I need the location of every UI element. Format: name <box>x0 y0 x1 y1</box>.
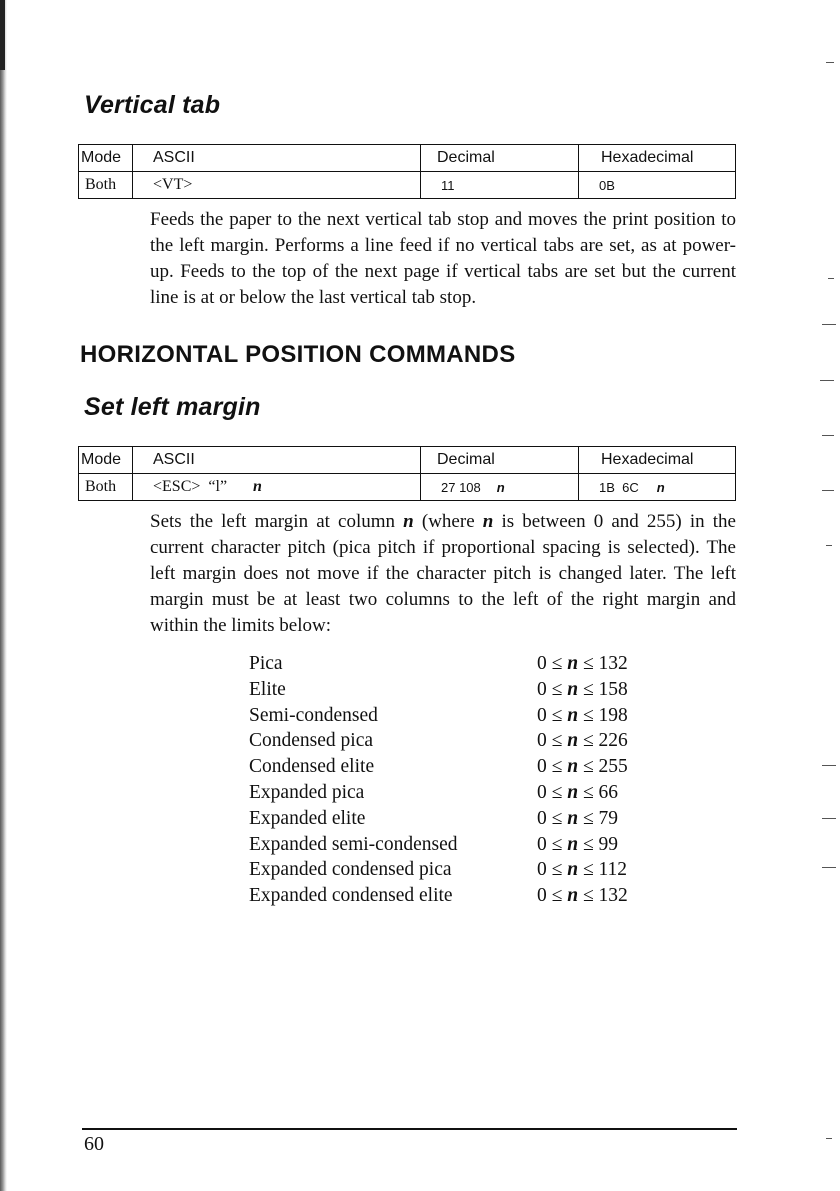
list-item <box>249 857 669 883</box>
list-item <box>249 832 669 858</box>
range-max: 66 <box>598 781 619 803</box>
range-lower: 0 ≤ <box>537 859 568 881</box>
param-n: n <box>567 807 579 829</box>
param-n: n <box>656 479 665 495</box>
header-mode: Mode <box>79 145 133 172</box>
scan-edge-mark <box>0 0 5 70</box>
param-n: n <box>496 479 505 495</box>
range-lower: 0 ≤ <box>537 756 568 778</box>
range-le: ≤ <box>578 807 599 829</box>
cell-ascii <box>133 474 421 501</box>
range-max: 79 <box>598 807 619 829</box>
pitch-name: Condensed pica <box>249 730 374 752</box>
header-mode: Mode <box>79 447 133 474</box>
param-n: n <box>567 678 579 700</box>
set-left-margin-command-table <box>78 446 736 501</box>
header-hexadecimal: Hexadecimal <box>579 145 736 172</box>
table-row <box>79 172 736 199</box>
param-n: n <box>567 859 579 881</box>
pitch-name: Expanded pica <box>249 781 365 803</box>
range-lower: 0 ≤ <box>537 807 568 829</box>
header-decimal: Decimal <box>421 447 579 474</box>
cell-decimal <box>421 474 579 501</box>
range-le: ≤ <box>578 859 599 881</box>
pitch-name: Expanded condensed elite <box>249 885 453 907</box>
left-margin-limits-list <box>249 651 669 909</box>
param-n: n <box>253 478 262 495</box>
param-n: n <box>567 885 579 907</box>
column-range <box>537 780 618 806</box>
set-left-margin-description <box>150 509 736 639</box>
column-range <box>537 832 618 858</box>
range-le: ≤ <box>578 756 599 778</box>
cell-mode: Both <box>79 172 133 199</box>
range-lower: 0 ≤ <box>537 678 568 700</box>
column-range <box>537 883 628 909</box>
right-margin-marks <box>812 0 840 1191</box>
vertical-tab-heading: Vertical tab <box>84 91 221 119</box>
pitch-name: Semi-condensed <box>249 704 378 726</box>
cell-decimal: 11 <box>421 172 579 199</box>
cell-hexadecimal <box>579 474 736 501</box>
range-lower: 0 ≤ <box>537 730 568 752</box>
header-hexadecimal: Hexadecimal <box>579 447 736 474</box>
table-row <box>79 474 736 501</box>
header-decimal: Decimal <box>421 145 579 172</box>
range-lower: 0 ≤ <box>537 781 568 803</box>
table-header-row <box>79 145 736 172</box>
decimal-sequence: 27 108 <box>441 479 481 495</box>
page-number: 60 <box>84 1133 104 1155</box>
list-item <box>249 651 669 677</box>
list-item <box>249 677 669 703</box>
ascii-sequence: <ESC> “l” <box>153 478 228 495</box>
range-lower: 0 ≤ <box>537 833 568 855</box>
text-run: is between 0 and 255) in the current character pitch (pica pitch if proportional spacing is selected). The left margin does not move if the character pitch is changed later. The left margin must be at least two columns to the left of the right margin and within the limits below: <box>150 511 736 636</box>
column-range <box>537 806 618 832</box>
param-n: n <box>567 653 579 674</box>
range-le: ≤ <box>578 653 599 674</box>
column-range <box>537 728 628 754</box>
param-n: n <box>567 756 579 778</box>
header-ascii: ASCII <box>133 447 421 474</box>
hex-sequence: 1B 6C <box>599 479 639 495</box>
range-le: ≤ <box>578 833 599 855</box>
range-max: 99 <box>598 833 619 855</box>
text-run: Sets the left margin at column <box>150 511 404 532</box>
range-max: 132 <box>598 653 628 674</box>
param-n: n <box>567 730 579 752</box>
column-range <box>537 703 628 729</box>
list-item <box>249 703 669 729</box>
list-item <box>249 754 669 780</box>
pitch-name: Expanded elite <box>249 807 366 829</box>
table-header-row <box>79 447 736 474</box>
vertical-tab-description: Feeds the paper to the next vertical tab stop and moves the print position to the left margin. Performs a line feed if no vertical tabs are set, as at power-up. Feeds to the top of the next page if vertical tabs are set but the current line is at or below the last vertical tab stop. <box>150 209 736 308</box>
set-left-margin-heading: Set left margin <box>84 393 261 421</box>
param-n: n <box>567 781 579 803</box>
pitch-name: Pica <box>249 653 283 674</box>
param-n: n <box>567 704 579 726</box>
text-run: (where <box>413 511 483 532</box>
pitch-name: Condensed elite <box>249 756 375 778</box>
column-range <box>537 857 627 883</box>
range-le: ≤ <box>578 730 599 752</box>
param-n: n <box>482 511 494 532</box>
range-max: 112 <box>598 859 628 881</box>
pitch-name: Expanded condensed pica <box>249 859 452 881</box>
horizontal-position-commands-heading: HORIZONTAL POSITION COMMANDS <box>80 341 516 368</box>
range-lower: 0 ≤ <box>537 704 568 726</box>
footer-rule <box>82 1128 737 1130</box>
list-item <box>249 728 669 754</box>
column-range <box>537 677 628 703</box>
range-max: 255 <box>598 756 628 778</box>
vertical-tab-command-table <box>78 144 736 199</box>
column-range <box>537 754 628 780</box>
cell-hexadecimal: 0B <box>579 172 736 199</box>
pitch-name: Elite <box>249 678 286 700</box>
param-n: n <box>403 511 414 532</box>
range-le: ≤ <box>578 885 599 907</box>
list-item <box>249 806 669 832</box>
range-max: 158 <box>598 678 628 700</box>
column-range <box>537 651 628 677</box>
range-le: ≤ <box>578 704 599 726</box>
range-max: 198 <box>598 704 628 726</box>
range-lower: 0 ≤ <box>537 885 568 907</box>
param-n: n <box>567 833 579 855</box>
cell-mode: Both <box>79 474 133 501</box>
cell-ascii: <VT> <box>133 172 421 199</box>
header-ascii: ASCII <box>133 145 421 172</box>
range-max: 226 <box>598 730 628 752</box>
range-le: ≤ <box>578 678 599 700</box>
range-max: 132 <box>598 885 628 907</box>
list-item <box>249 780 669 806</box>
list-item <box>249 883 669 909</box>
pitch-name: Expanded semi-condensed <box>249 833 458 855</box>
range-lower: 0 ≤ <box>537 653 568 674</box>
scan-edge-shadow <box>0 0 7 1191</box>
range-le: ≤ <box>578 781 599 803</box>
